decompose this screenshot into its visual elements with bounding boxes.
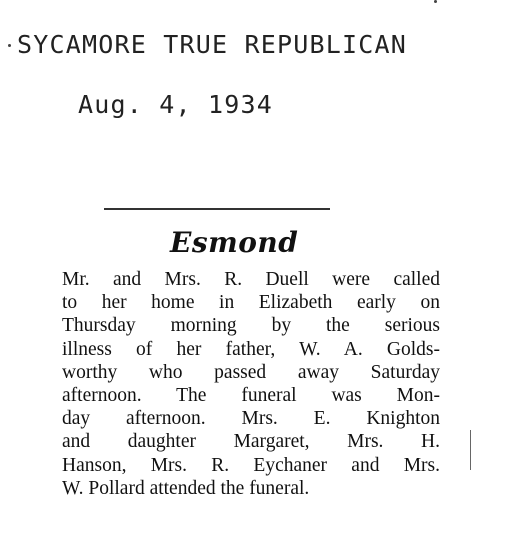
column-rule bbox=[104, 208, 330, 210]
article-line: illness of her father, W. A. Golds- bbox=[62, 338, 440, 360]
article-line: to her home in Elizabeth early on bbox=[62, 292, 440, 314]
article-line: Thursday morning by the serious bbox=[62, 315, 440, 337]
article-line: Hanson, Mrs. R. Eychaner and Mrs. bbox=[62, 454, 440, 476]
article-body bbox=[62, 268, 440, 500]
article-line: W. Pollard attended the funeral. bbox=[62, 477, 310, 499]
article-line: worthy who passed away Saturday bbox=[62, 361, 440, 383]
cut-off-next-line bbox=[58, 532, 438, 536]
paper-speck bbox=[8, 44, 11, 47]
article-line: and daughter Margaret, Mrs. H. bbox=[62, 431, 440, 453]
article-headline: Esmond bbox=[170, 226, 299, 259]
article-line: afternoon. The funeral was Mon- bbox=[62, 384, 440, 406]
publication-date: Aug. 4, 1934 bbox=[78, 90, 274, 119]
article-line: Mr. and Mrs. R. Duell were called bbox=[62, 269, 440, 290]
column-edge-mark bbox=[470, 430, 471, 470]
publication-name: SYCAMORE TRUE REPUBLICAN bbox=[17, 30, 408, 59]
paper-speck bbox=[434, 0, 437, 3]
article-line: day afternoon. Mrs. E. Knighton bbox=[62, 408, 440, 430]
